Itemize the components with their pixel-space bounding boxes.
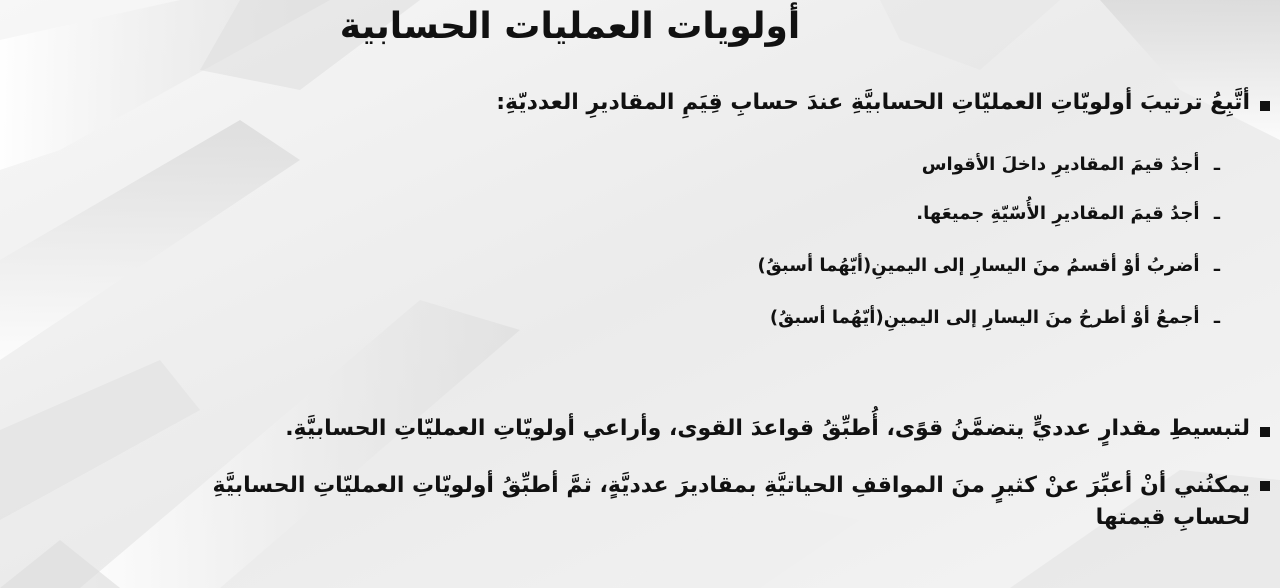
point-real-life-line-1: يمكنُني أنْ أعبِّرَ عنْ كثيرٍ منَ المواقفِ الحياتيَّةِ بمقاديرَ عدديَّةٍ، ثمَّ أطبِّقُ أولويّاتِ العمليّاتِ الحسابيَّةِ	[212, 473, 1250, 498]
step-3-text: أضربُ أوْ أقسمُ منَ اليسارِ إلى اليمينِ(أيّهُما أسبقُ)	[757, 255, 1200, 276]
intro-text: أتَّبِعُ ترتيبَ أولويّاتِ العمليّاتِ الحسابيَّةِ عندَ حسابِ قِيَمِ المقاديرِ العدديّةِ:	[496, 90, 1250, 115]
step-1	[922, 154, 1220, 175]
intro-point	[496, 90, 1270, 115]
step-1-text: أجدُ قيمَ المقاديرِ داخلَ الأقواس	[921, 154, 1200, 175]
step-4	[770, 307, 1220, 328]
point-real-life	[213, 470, 1270, 534]
step-2	[916, 203, 1220, 224]
dash-marker: ـ	[1213, 307, 1220, 328]
bullet-square-icon	[1260, 427, 1270, 437]
dash-marker: ـ	[1213, 154, 1220, 175]
point-real-life-line-2: لحسابِ قيمتها	[1095, 505, 1250, 530]
step-3	[757, 255, 1220, 276]
bullet-square-icon	[1260, 481, 1270, 491]
point-simplify	[285, 416, 1270, 441]
step-2-text: أجدُ قيمَ المقاديرِ الأُسّيّةِ جميعَها.	[916, 203, 1200, 224]
step-4-text: أجمعُ أوْ أطرحُ منَ اليسارِ إلى اليمينِ(أيّهُما أسبقُ)	[769, 307, 1200, 328]
point-simplify-text: لتبسيطِ مقدارٍ عدديٍّ يتضمَّنُ قوًى، أُطبِّقُ قواعدَ القوى، وأراعي أولويّاتِ العمليّاتِ الحسابيَّةِ.	[285, 416, 1250, 441]
dash-marker: ـ	[1213, 255, 1220, 276]
bullet-square-icon	[1260, 101, 1270, 111]
dash-marker: ـ	[1213, 203, 1220, 224]
point-real-life-text	[213, 470, 1250, 534]
slide-title: أولويات العمليات الحسابية	[339, 6, 801, 47]
